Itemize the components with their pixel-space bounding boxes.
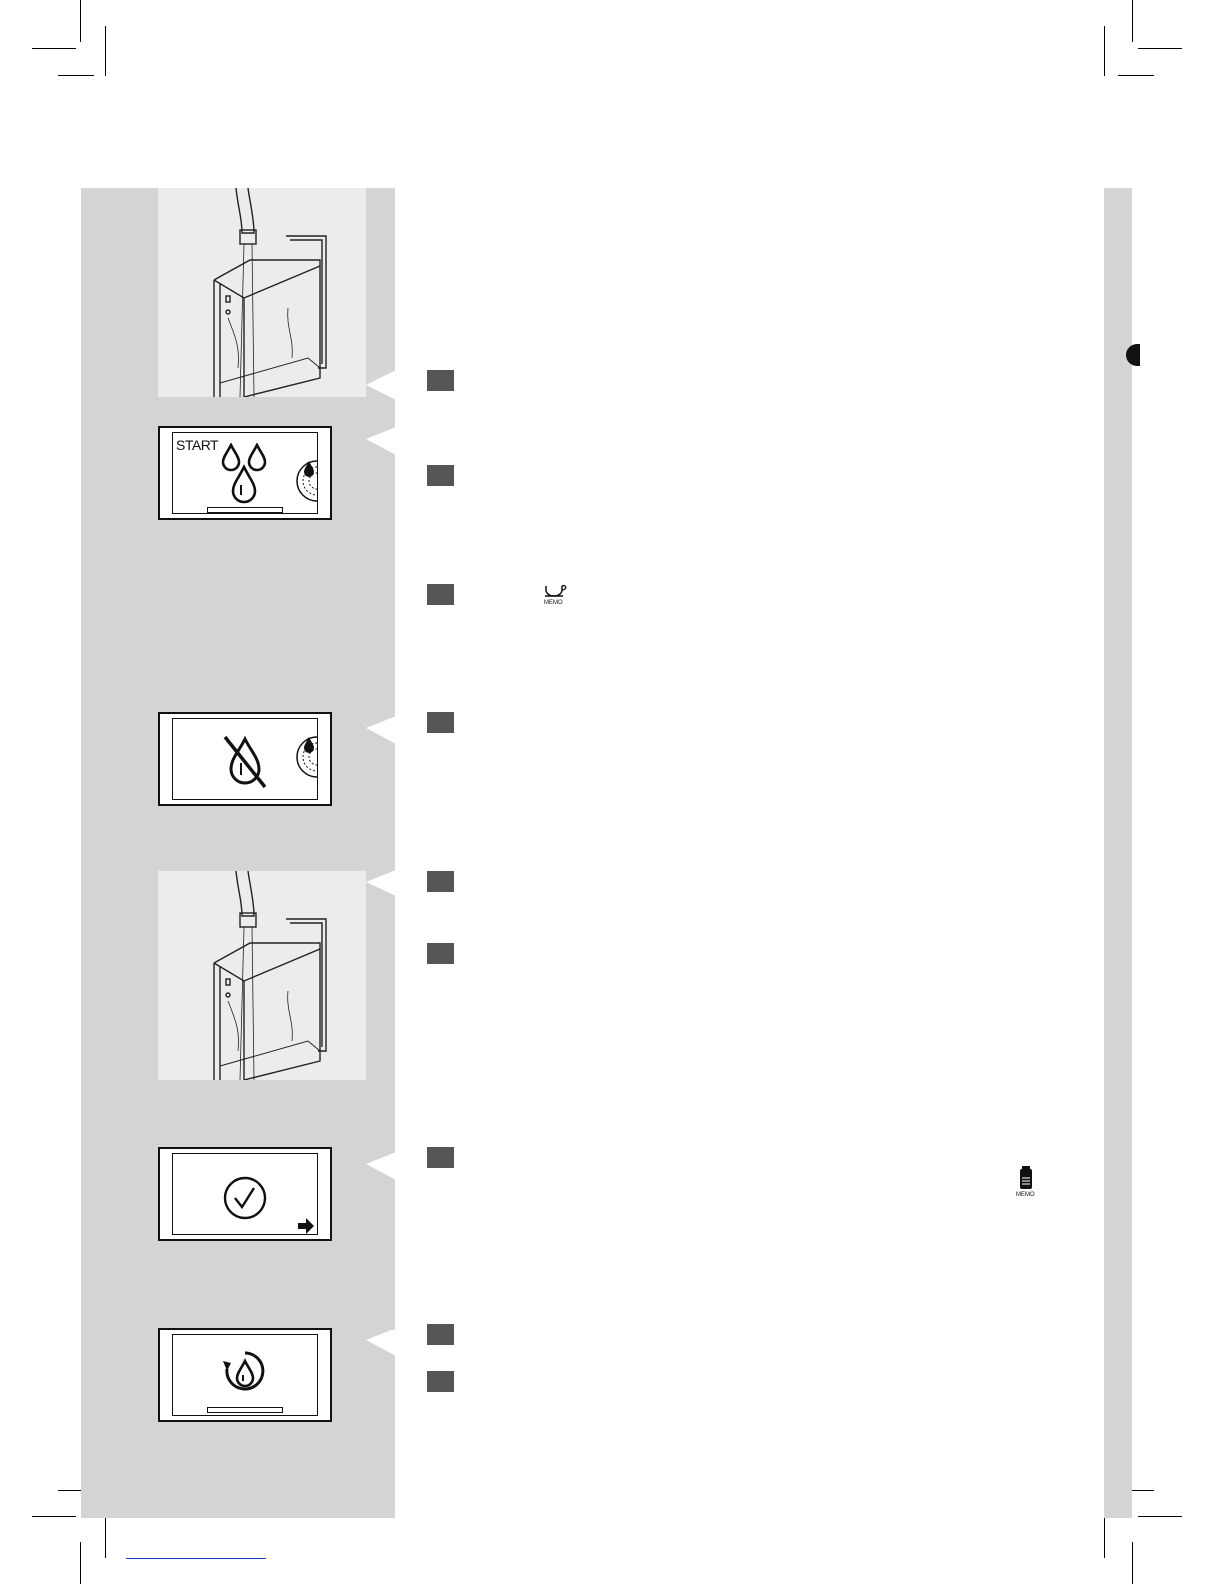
- side-tab-strip: [1104, 188, 1132, 1518]
- crop-mark: [32, 48, 76, 49]
- progress-bar: [207, 1407, 283, 1413]
- water-tank-fill-icon: [158, 871, 366, 1080]
- crop-mark: [1132, 0, 1133, 42]
- display-frame: [172, 1334, 318, 1416]
- cup-memo-button[interactable]: [540, 580, 570, 612]
- no-water-icon: [221, 733, 269, 791]
- footer-link-underline[interactable]: [126, 1558, 266, 1559]
- drops-dial-icon: [291, 453, 318, 509]
- display-frame: [172, 432, 318, 514]
- display-screen-no-water: [158, 712, 332, 806]
- crop-mark: [1118, 75, 1154, 76]
- crop-mark: [80, 0, 81, 42]
- step-marker: [427, 943, 454, 964]
- memo-label: MEMO: [544, 600, 563, 606]
- water-drops-icon: [219, 443, 279, 505]
- filter-memo-button[interactable]: [1014, 1166, 1038, 1202]
- pointer-arrow: [366, 712, 396, 752]
- step-marker: [427, 465, 454, 486]
- display-screen-check: [158, 1147, 332, 1241]
- pointer-arrow: [366, 864, 396, 904]
- step-marker: [427, 712, 454, 733]
- crop-mark: [105, 26, 106, 76]
- crop-mark: [1138, 1516, 1182, 1517]
- crop-mark: [1138, 48, 1182, 49]
- step-marker: [427, 584, 454, 605]
- display-screen-cycle: [158, 1328, 332, 1422]
- crop-mark: [1104, 26, 1105, 76]
- step-marker: [427, 1147, 454, 1168]
- step-marker: [427, 1324, 454, 1345]
- display-frame: [172, 1153, 318, 1235]
- memo-label: MEMO: [1016, 1192, 1035, 1198]
- crop-mark: [32, 1516, 76, 1517]
- drops-dial-icon: [291, 729, 318, 785]
- water-tank-illustration: [158, 871, 366, 1080]
- pointer-arrow: [366, 425, 396, 465]
- crop-mark: [58, 75, 94, 76]
- arrow-right-icon[interactable]: [297, 1218, 315, 1234]
- water-cycle-icon: [217, 1349, 273, 1397]
- step-marker: [427, 370, 454, 391]
- step-marker: [427, 1371, 454, 1392]
- water-tank-illustration: [158, 188, 366, 397]
- start-label: START: [176, 437, 219, 453]
- crop-mark: [1132, 1542, 1133, 1584]
- water-tank-fill-icon: [158, 188, 366, 397]
- step-marker: [427, 871, 454, 892]
- display-frame: [172, 718, 318, 800]
- pointer-arrow: [366, 365, 396, 405]
- check-circle-icon: [221, 1174, 269, 1222]
- crop-mark: [80, 1542, 81, 1584]
- cup-memo-icon: [543, 580, 567, 598]
- display-screen-start: [158, 426, 332, 520]
- pointer-arrow: [366, 1148, 396, 1188]
- progress-bar: [207, 507, 283, 513]
- filter-memo-icon: [1019, 1166, 1033, 1190]
- pointer-arrow: [366, 1330, 396, 1370]
